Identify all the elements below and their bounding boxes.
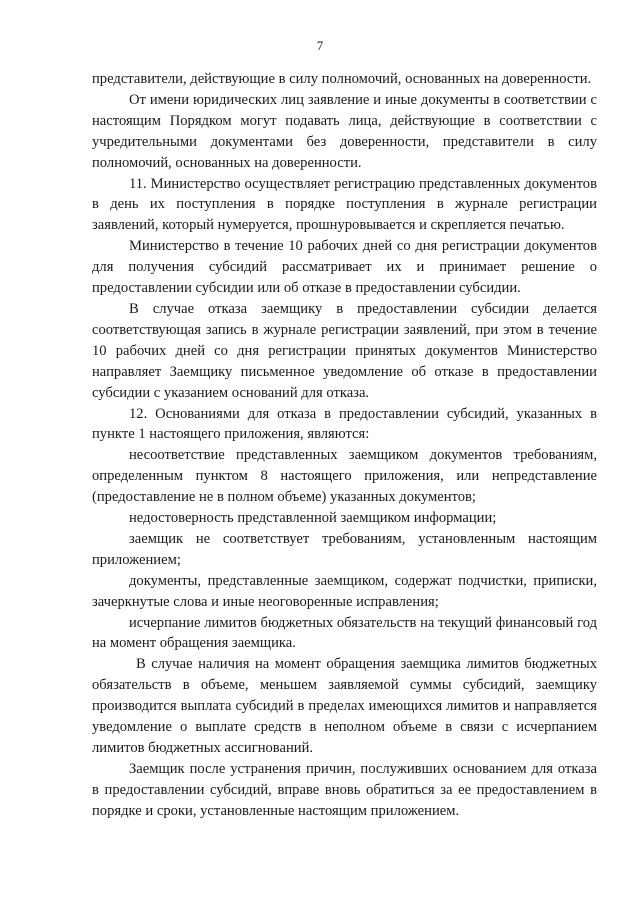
paragraph-12-grounds: 12. Основаниями для отказа в предоставлении субсидий, указанных в пункте 1 настоящего приложения, являются: <box>92 405 597 443</box>
list-item-noncompliance: несоответствие представленных заемщиком документов требованиям, определенным пунктом 8 настоящего приложения, или непредставление (предоставление не в полном объеме) указанных документов; <box>92 447 597 506</box>
list-item-corrections: документы, представленные заемщиком, содержат подчистки, приписки, зачеркнутые слова и иные неоговоренные исправления; <box>92 572 597 610</box>
list-item-limits-exhausted: исчерпание лимитов бюджетных обязательств на текущий финансовый год на момент обращения заемщика. <box>92 614 597 652</box>
paragraph-partial-payment: В случае наличия на момент обращения заемщика лимитов бюджетных обязательств в объеме, меньшем заявляемой суммы субсидий, заемщику производится выплата субсидий в пределах имеющихся лимитов и направляется уведомление о выплате средств в неполном объеме в связи с исчерпанием лимитов бюджетных ассигнований. <box>92 656 597 756</box>
list-item-false-information: недостоверность представленной заемщиком информации; <box>129 510 497 527</box>
page-number: 7 <box>316 38 324 53</box>
list-item-requirements: заемщик не соответствует требованиям, установленным настоящим приложением; <box>92 530 597 568</box>
document-body <box>92 69 597 822</box>
paragraph-review-period: Министерство в течение 10 рабочих дней со дня регистрации документов для получения субсидий рассматривает их и принимает решение о предоставлении субсидии или об отказе в предоставлении субсидии. <box>92 238 597 297</box>
paragraph-refusal-notice: В случае отказа заемщику в предоставлении субсидии делается соответствующая запись в журнале регистрации заявлений, при этом в течение 10 рабочих дней со дня регистрации принятых документов Министерство направляет Заемщику письменное уведомление об отказе в предоставлении субсидии с указанием оснований для отказа. <box>92 300 597 401</box>
paragraph-legal-entities: От имени юридических лиц заявление и иные документы в соответствии с настоящим Порядком могут подавать лица, действующие в соответствии с учредительными документами без доверенности, представители в силу полномочий, основанных на доверенности. <box>92 91 597 171</box>
paragraph-representatives: представители, действующие в силу полномочий, основанных на доверенности. <box>92 71 592 87</box>
paragraph-reapplication: Заемщик после устранения причин, послуживших основанием для отказа в предоставлении субсидий, вправе вновь обратиться за ее предоставлением в порядке и сроки, установленные настоящим приложением. <box>92 760 597 819</box>
paragraph-11-registration: 11. Министерство осуществляет регистрацию представленных документов в день их поступления в порядке поступления в журнале регистрации заявлений, который нумеруется, прошнуровывается и скрепляется печатью. <box>92 175 597 234</box>
